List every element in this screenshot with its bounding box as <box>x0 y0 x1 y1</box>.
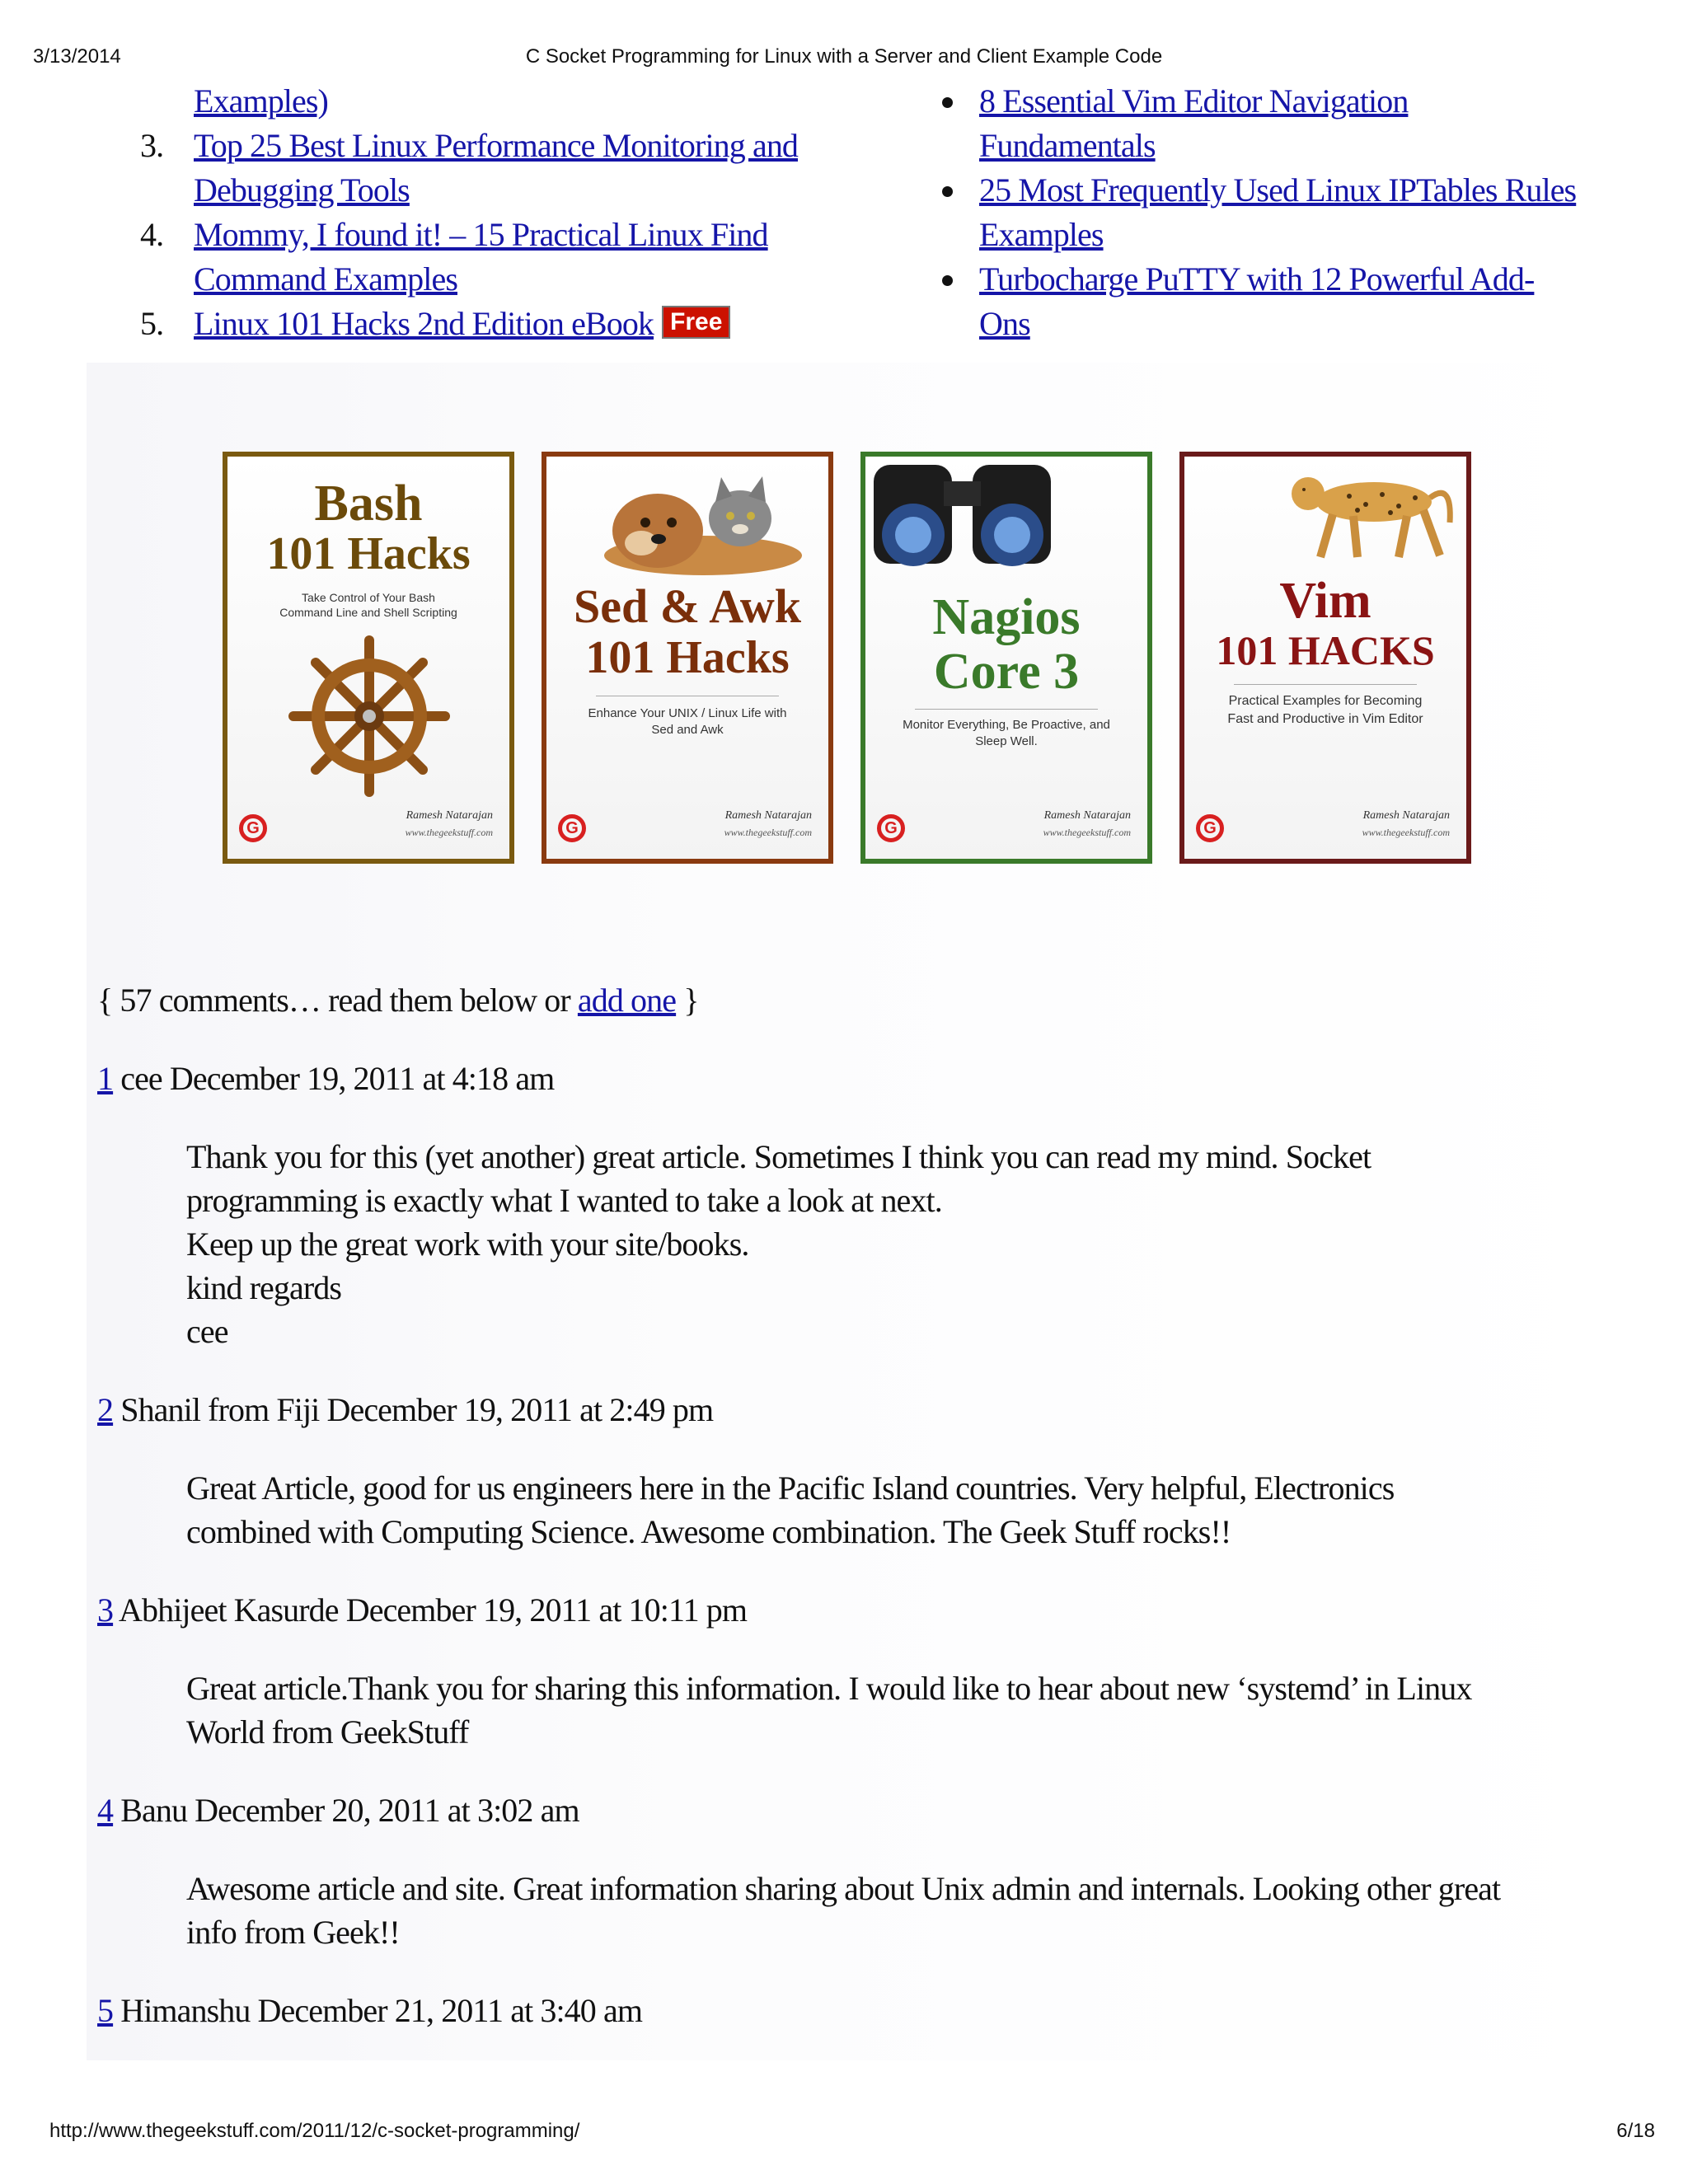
comment-number-link[interactable]: 2 <box>97 1391 114 1428</box>
post-link[interactable]: Linux 101 Hacks 2nd Edition eBook <box>194 305 654 342</box>
book-author: Ramesh Natarajan <box>406 809 493 822</box>
post-link[interactable]: Mommy, I found it! – 15 Practical Linux Find Command Examples <box>194 216 768 298</box>
post-link[interactable]: Turbocharge PuTTY with 12 Powerful Add-Ons <box>979 260 1535 342</box>
print-url: http://www.thegeekstuff.com/2011/12/c-socket-programming/ <box>49 2120 580 2142</box>
comment-number-link[interactable]: 3 <box>97 1591 114 1629</box>
post-link[interactable]: Examples) <box>194 82 328 120</box>
book-author: Ramesh Natarajan <box>1362 809 1450 822</box>
book-subtitle: Monitor Everything, Be Proactive, and Sleep Well. <box>903 718 1110 748</box>
comment-number-link[interactable]: 1 <box>97 1060 114 1097</box>
add-comment-link[interactable]: add one <box>577 982 677 1019</box>
list-item <box>940 257 1582 346</box>
book-cover-vim[interactable] <box>1179 452 1471 864</box>
post-link[interactable]: 8 Essential Vim Editor Navigation Fundamentals <box>979 82 1409 164</box>
book-site: www.thegeekstuff.com <box>1043 827 1131 838</box>
book-site: www.thegeekstuff.com <box>1362 827 1450 838</box>
geek-logo-icon: G <box>239 814 267 842</box>
list-item <box>140 124 882 213</box>
popular-posts-list <box>140 79 882 346</box>
comment-author-date: cee December 19, 2011 at 4:18 am <box>120 1060 555 1097</box>
list-item <box>140 79 882 124</box>
item-number: 4. <box>140 216 164 253</box>
comment-number-link[interactable]: 4 <box>97 1792 114 1829</box>
book-cover-bash[interactable] <box>223 452 514 864</box>
book-site: www.thegeekstuff.com <box>405 827 493 838</box>
bullet-icon <box>942 186 953 197</box>
cheetah-icon <box>1275 465 1456 564</box>
comment-number-link[interactable]: 5 <box>97 1992 114 2029</box>
comment-body: Awesome article and site. Great information sharing about Unix admin and internals. Looking other great info from Geek!! <box>186 1870 1501 1951</box>
book-title-line2: 101 HACKS <box>1216 627 1435 673</box>
comment-meta <box>97 1989 1581 2032</box>
comment-author-date: Banu December 20, 2011 at 3:02 am <box>120 1792 579 1829</box>
bullet-icon <box>942 97 953 108</box>
book-cover-nagios[interactable] <box>860 452 1152 864</box>
book-site: www.thegeekstuff.com <box>724 827 812 838</box>
print-date: 3/13/2014 <box>33 45 121 68</box>
related-posts-list <box>940 79 1582 346</box>
geek-logo-icon: G <box>1196 814 1224 842</box>
ship-wheel-icon <box>287 634 452 799</box>
geek-logo-icon: G <box>877 814 905 842</box>
post-link[interactable]: 25 Most Frequently Used Linux IPTables Rules Examples <box>979 171 1577 253</box>
book-subtitle: Practical Examples for Becoming Fast and Productive in Vim Editor <box>1227 694 1423 726</box>
book-title-line1: Nagios <box>932 589 1081 645</box>
comments-section <box>97 978 1581 2067</box>
book-title-line2: Core 3 <box>933 644 1080 700</box>
comments-summary: { 57 comments… read them below or add one } <box>97 982 699 1019</box>
comment-body: Great Article, good for us engineers here in the Pacific Island countries. Very helpful, Electronics combined with Computing Science. Awesome combination. The Geek Stuff rocks!! <box>186 1469 1395 1550</box>
book-title-line2: 101 Hacks <box>266 528 471 579</box>
dog-and-cat-icon <box>579 465 802 580</box>
comment-meta <box>97 1788 1581 1832</box>
page-number: 6/18 <box>1616 2120 1655 2142</box>
comment-author-date: Abhijeet Kasurde December 19, 2011 at 10:11 pm <box>119 1591 748 1629</box>
list-item <box>140 302 882 346</box>
book-title-line1: Sed & Awk <box>573 579 802 633</box>
binoculars-icon <box>865 457 1071 580</box>
book-cover-sed-awk[interactable] <box>542 452 833 864</box>
free-badge: Free <box>662 306 730 339</box>
comment-author-date: Shanil from Fiji December 19, 2011 at 2:49 pm <box>120 1391 714 1428</box>
book-title-line1: Bash <box>314 476 423 532</box>
bullet-icon <box>942 275 953 286</box>
list-item <box>940 168 1582 257</box>
list-item <box>940 79 1582 168</box>
book-title-line1: Vim <box>1279 573 1372 629</box>
book-subtitle: Take Control of Your Bash Command Line and Shell Scripting <box>279 591 457 619</box>
post-link[interactable]: Top 25 Best Linux Performance Monitoring and Debugging Tools <box>194 127 799 209</box>
item-number: 5. <box>140 305 164 342</box>
geek-logo-icon: G <box>558 814 586 842</box>
book-subtitle: Enhance Your UNIX / Linux Life with Sed and Awk <box>588 706 787 737</box>
book-author: Ramesh Natarajan <box>1043 809 1131 822</box>
comment-meta <box>97 1388 1581 1432</box>
comment-body: Great article.Thank you for sharing this information. I would like to hear about new ‘systemd’ in Linux World from GeekStuff <box>186 1670 1472 1750</box>
item-number: 3. <box>140 127 164 164</box>
comment-body: Thank you for this (yet another) great article. Sometimes I think you can read my mind. Socket programming is exactly what I wanted to take a look at next. Keep up the great work with your site/books. kind regards cee <box>186 1138 1372 1350</box>
book-author: Ramesh Natarajan <box>724 809 812 822</box>
list-item <box>140 213 882 302</box>
comment-author-date: Himanshu December 21, 2011 at 3:40 am <box>120 1992 643 2029</box>
book-title-line2: 101 Hacks <box>585 632 790 683</box>
print-title: C Socket Programming for Linux with a Server and Client Example Code <box>525 45 1163 68</box>
comment-meta <box>97 1057 1581 1100</box>
comment-meta <box>97 1588 1581 1632</box>
